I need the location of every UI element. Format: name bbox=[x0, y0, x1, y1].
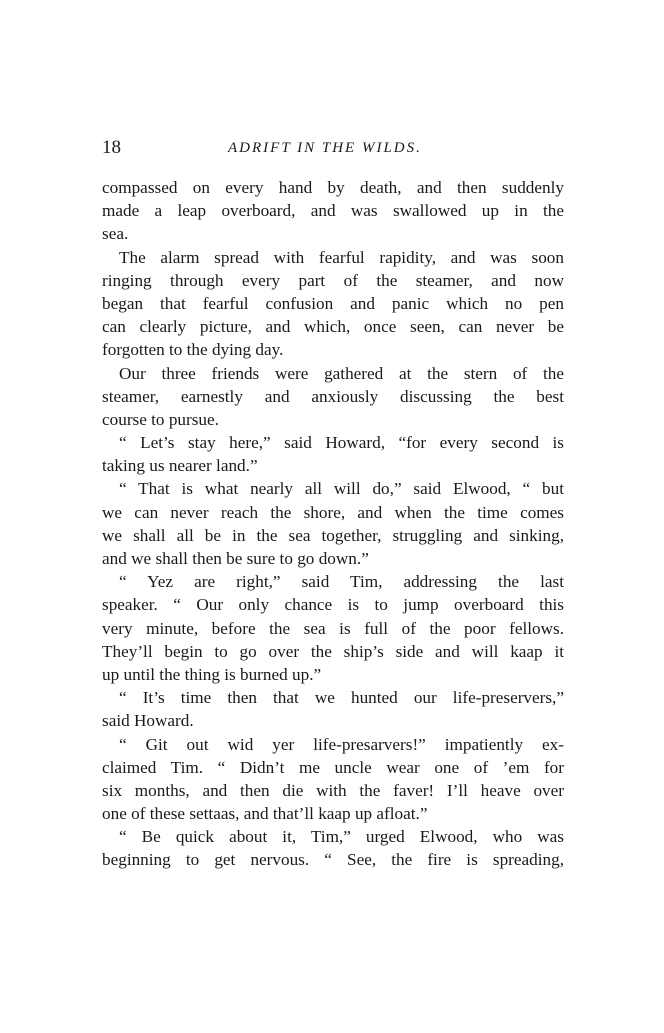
text-line: made a leap overboard, and was swallowed up in the bbox=[102, 201, 564, 221]
text-line: and we shall then be sure to go down.” bbox=[102, 549, 369, 568]
text-line: can clearly picture, and which, once seen, can never be bbox=[102, 317, 564, 337]
text-line: up until the thing is burned up.” bbox=[102, 664, 322, 684]
text-line: course to pursue. bbox=[102, 409, 219, 429]
text-line: speaker. “ Our only chance is to jump overboard this bbox=[102, 595, 564, 615]
text-line: “ Let’s stay here,” said Howard, “for every second is bbox=[119, 433, 564, 453]
text-line: “ That is what nearly all will do,” said Elwood, “ but bbox=[119, 479, 564, 499]
running-title: ADRIFT IN THE WILDS. bbox=[228, 140, 422, 156]
text-line: beginning to get nervous. “ See, the fire is spreading, bbox=[102, 850, 564, 870]
text-line: “ Yez are right,” said Tim, addressing the last bbox=[119, 572, 564, 592]
text-line: ringing through every part of the steamer, and now bbox=[102, 270, 564, 290]
text-line: “ Git out wid yer life-presarvers!” impatiently ex- bbox=[119, 734, 564, 754]
text-line: “ Be quick about it, Tim,” urged Elwood, who was bbox=[119, 827, 564, 847]
text-line: forgotten to the dying day. bbox=[102, 340, 284, 360]
body-text bbox=[102, 176, 564, 872]
text-line: said Howard. bbox=[102, 711, 194, 731]
text-line: one of these settaas, and that’ll kaap up afloat.” bbox=[102, 804, 428, 824]
text-line: The alarm spread with fearful rapidity, and was soon bbox=[119, 247, 564, 267]
text-line: They’ll begin to go over the ship’s side and will kaap it bbox=[102, 641, 564, 661]
text-line: very minute, before the sea is full of the poor fellows. bbox=[102, 618, 564, 638]
text-line: taking us nearer land.” bbox=[102, 456, 258, 476]
text-line: six months, and then die with the faver! I’ll heave over bbox=[102, 780, 564, 800]
text-line: claimed Tim. “ Didn’t me uncle wear one of ’em for bbox=[102, 757, 564, 777]
text-line: we shall all be in the sea together, struggling and sinking, bbox=[102, 525, 564, 545]
text-line: compassed on every hand by death, and then suddenly bbox=[102, 178, 564, 197]
text-line: steamer, earnestly and anxiously discussing the best bbox=[102, 386, 564, 406]
page-header bbox=[102, 137, 564, 159]
text-line: Our three friends were gathered at the stern of the bbox=[119, 363, 564, 383]
text-line: began that fearful confusion and panic which no pen bbox=[102, 293, 564, 313]
page-number: 18 bbox=[102, 137, 121, 158]
text-line: “ It’s time then that we hunted our life-preservers,” bbox=[119, 688, 564, 708]
text-line: sea. bbox=[102, 224, 129, 244]
text-line: we can never reach the shore, and when the time comes bbox=[102, 502, 564, 522]
